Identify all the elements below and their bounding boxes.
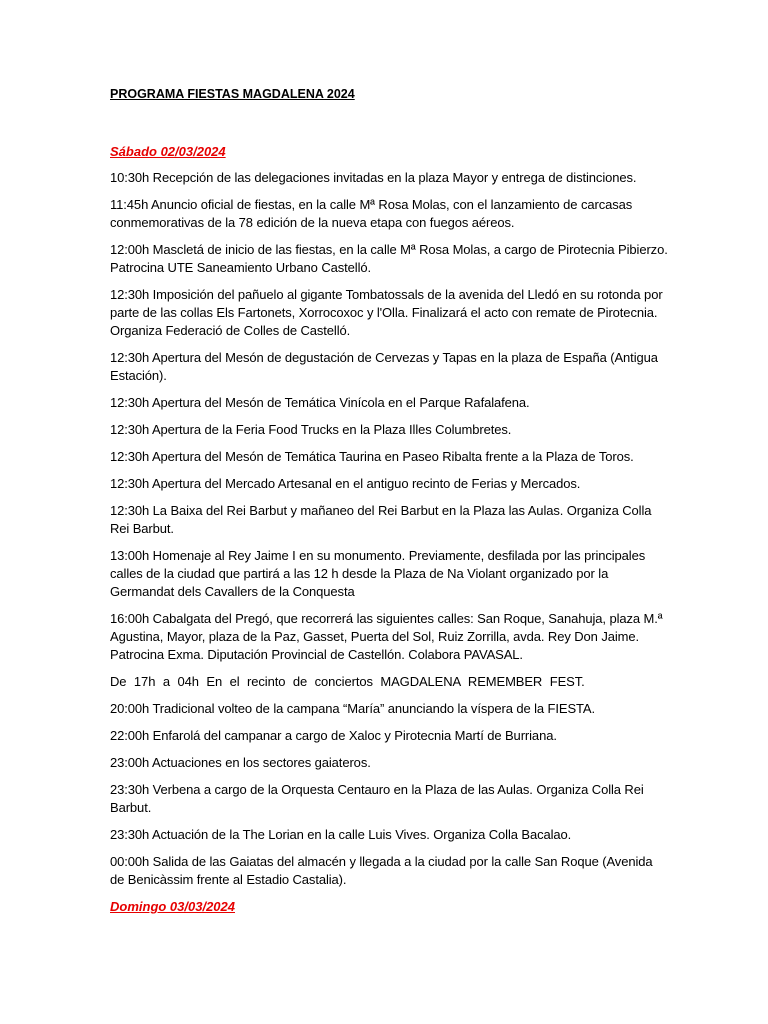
event-item: De 17h a 04h En el recinto de conciertos MAGDALENA REMEMBER FEST. xyxy=(110,674,585,689)
event-item: 13:00h Homenaje al Rey Jaime I en su monumento. Previamente, desfilada por las principales calles de la ciudad que partirá a las 12 h desde la Plaza de Na Violant organizado por la Germandat dels Cavallers de la Conquesta xyxy=(110,548,646,599)
event-item: 12:30h Apertura del Mesón de Temática Vinícola en el Parque Rafalafena. xyxy=(110,395,530,410)
event-item: 11:45h Anuncio oficial de fiestas, en la calle Mª Rosa Molas, con el lanzamiento de carcasas conmemorativas de la 78 edición de la nueva etapa con fuegos aéreos. xyxy=(110,197,633,230)
event-item: 12:30h Imposición del pañuelo al gigante Tombatossals de la avenida del Lledó en su rotonda por parte de las collas Els Fartonets, Xorrocoxoc y l'Olla. Finalizará el acto con remate de Pirotecnia. Organiza Federació de Colles de Castelló. xyxy=(110,287,663,338)
event-item: 16:00h Cabalgata del Pregó, que recorrerá las siguientes calles: San Roque, Sanahuja, plaza M.ª Agustina, Mayor, plaza de la Paz, Gasset, Puerta del Sol, Ruiz Zorrilla, avda. Rey Don Jaime. Patrocina Exma. Diputación Provincial de Castellón. Colabora PAVASAL. xyxy=(110,611,663,662)
event-item: 10:30h Recepción de las delegaciones invitadas en la plaza Mayor y entrega de distinciones. xyxy=(110,170,637,185)
document-title: PROGRAMA FIESTAS MAGDALENA 2024 xyxy=(110,87,355,101)
event-item: 12:30h Apertura del Mercado Artesanal en el antiguo recinto de Ferias y Mercados. xyxy=(110,476,581,491)
event-item: 00:00h Salida de las Gaiatas del almacén y llegada a la ciudad por la calle San Roque (Avenida de Benicàssim frente al Estadio Castalia). xyxy=(110,854,653,887)
document-page xyxy=(110,86,670,924)
event-item: 12:00h Mascletá de inicio de las fiestas, en la calle Mª Rosa Molas, a cargo de Pirotecnia Pibierzo. Patrocina UTE Saneamiento Urbano Castelló. xyxy=(110,242,668,275)
event-item: 12:30h Apertura del Mesón de Temática Taurina en Paseo Ribalta frente a la Plaza de Toros. xyxy=(110,449,634,464)
event-item: 12:30h La Baixa del Rei Barbut y mañaneo del Rei Barbut en la Plaza las Aulas. Organiza Colla Rei Barbut. xyxy=(110,503,652,536)
event-item: 23:30h Actuación de la The Lorian en la calle Luis Vives. Organiza Colla Bacalao. xyxy=(110,827,572,842)
day-heading-sunday: Domingo 03/03/2024 xyxy=(110,899,235,914)
day-heading-saturday: Sábado 02/03/2024 xyxy=(110,144,226,159)
event-item: 20:00h Tradicional volteo de la campana “María” anunciando la víspera de la FIESTA. xyxy=(110,701,596,716)
event-item: 23:00h Actuaciones en los sectores gaiateros. xyxy=(110,755,371,770)
event-item: 12:30h Apertura de la Feria Food Trucks en la Plaza Illes Columbretes. xyxy=(110,422,512,437)
event-item: 22:00h Enfarolá del campanar a cargo de Xaloc y Pirotecnia Martí de Burriana. xyxy=(110,728,557,743)
event-item: 12:30h Apertura del Mesón de degustación de Cervezas y Tapas en la plaza de España (Antigua Estación). xyxy=(110,350,658,383)
event-item: 23:30h Verbena a cargo de la Orquesta Centauro en la Plaza de las Aulas. Organiza Colla Rei Barbut. xyxy=(110,782,644,815)
